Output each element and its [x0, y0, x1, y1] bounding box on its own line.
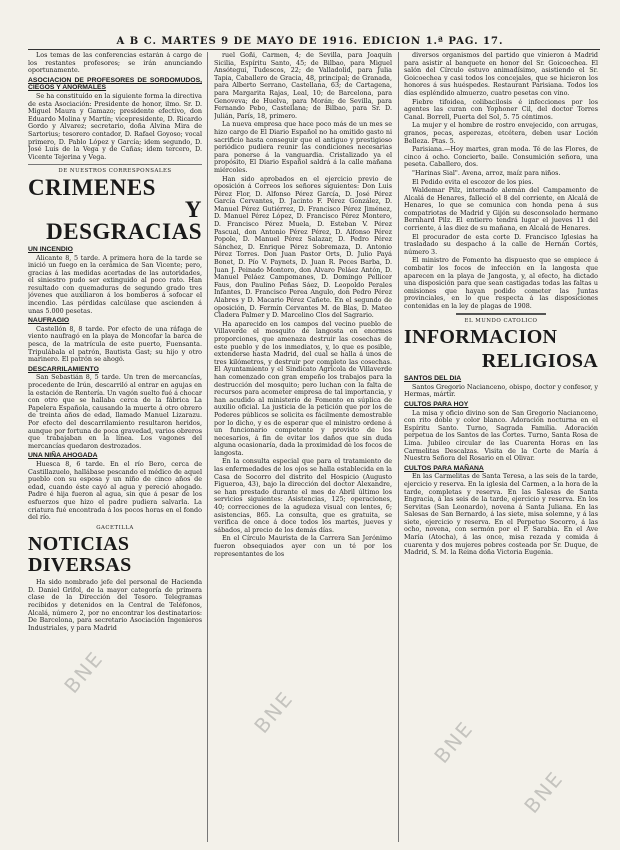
- section-heading: CULTOS PARA MAÑANA: [404, 464, 484, 472]
- section-heading: UN INCENDIO: [28, 245, 73, 253]
- article-text: Waldemar Pilz, internado alemán del Campamento de Alcalá de Henares, falleció el 8 del corriente, en Alcalá de Henares, lo que se comunica con honda pena á sus compatriotas de Madrid y Gijón su desconsolado hermano Bernhard Pilz. El entierro tendrá lugar el jueves 11 del corriente, á las diez de su mañana, en Alcalá de Henares.: [404, 186, 598, 233]
- watermark: BNE: [519, 766, 569, 818]
- advert-text: Parisiana.—Hoy martes, gran moda. Té de las Flores, de cinco á ocho. Concierto, baile. Consumición señora, una peseta. Caballero, dos.: [404, 145, 598, 169]
- section-kicker: DE NUESTROS CORRESPONSALES: [58, 168, 172, 175]
- column-1: [28, 52, 202, 842]
- article-text: El procurador de esta corte D. Francisco Iglesias ha trasladado su despacho á la calle de Hernán Cortés, número 3.: [404, 232, 598, 256]
- divider: [456, 313, 546, 315]
- article-text: La misa y oficio divino son de San Gregorio Nacianceno, con rito doble y color blanco. Adoración nocturna en el Espíritu Santo. Turno, Sagrada Familia. Adoración perpetua de los Santos de las Cortes. Turno, Santa Rosa de Lima. Jubileo circular de las Cuarenta Horas en las Carmelitas Descalzas. Visita de la Corte de María á Nuestra Señora del Rosario en el Olivar.: [404, 408, 598, 463]
- column-divider: [398, 52, 399, 842]
- advert-text: "Harinas Sial". Avena, arroz, maíz para niños.: [412, 168, 561, 177]
- article-text: diversos organismos del partido que vinieron á Madrid para asistir al banquete en honor del Sr. Goicoechea. El salón del Círculo estuvo animadísimo, asistiendo el Sr. Goicoechea y casi todos los concejales, que se hicieron los honores á sus huéspedes. Restaurant Parisiana. Todos los días espléndido almuerzo, cuatro pesetas con vino.: [404, 52, 598, 97]
- article-text: ruel Goñi, Carmen, 4; de Sevilla, para Joaquín Sicilia, Espíritu Santo, 45; de Bilbao, para Miguel Ansótegui, Tudescos, 22; de Valladolid, para Julia Tapia, Caballero de Gracia, 48, principal; de Granada, para Alberto Serrano, Castellana, 63; de Cartagena, para Margarita Rajas, Leal, 10; de Barcelona, para Genoveva; de Huelva, para Morán; de Sevilla, para Fernando Pebo, Castellana; de Bilbao, para Sr. D. Julián, París, 18, primero.: [214, 52, 392, 120]
- article-text: Se ha constituído en la siguiente forma la directiva de esta Asociación: Presidente de honor, ilmo. Sr. D. Miguel Maura y Gamazo; presidente efectivo, don Eduardo Molina y Martín; vicepresidente, D. Ricardo Gordo y Alvarez; secretario, doña Alvina Mira de Sartorius; tesorero contador, D. Rafael Goyoso; vocal primero, D. Pablo López y García; idem segundo, D. José Luis de la Vega y de Cañas; idem tercero, D. Vicente Tejerina y Vega.: [28, 91, 202, 161]
- section-heading: NAUFRAGIO: [28, 317, 70, 325]
- headline-religiosa: RELIGIOSA: [481, 350, 598, 373]
- column-divider: [207, 52, 208, 842]
- article-text: Han sido aprobados en el ejercicio previo de oposición á Correos los señores siguientes: Don Luis Pérez Flor, D. Alfonso Pérez García, D. José Pérez García Cervantes, D. Jacinto F. Pérez González, D. Manuel Pérez Gutiérrez, D. Francisco Pérez Jiménez, D. Manuel Pérez López, D. Francisco Pérez Montero, D. Francisco Pérez Muela, D. Esteban V. Pérez Pascual, don Antonio Pérez Pérez, D. Alfonso Pérez Popole, D. Manuel Pérez Salazar, D. Pedro Pérez Sánchez, D. Enrique Pérez Sobremaza, D. Antonio Pérez Torres. Don Juan Pastor Orts, D. Julio Payá Bonet, D. Pío V. Paynets, D. Juan R. Peces Barba, D. Juan J. Peinado Montoro, don Alvaro Peláez Antón, D. Manuel Peláez Campomanes, D. Domingo Pellicer Faus, don Paulino Peñas Sáez, D. Leopoldo Perales Infantes, D. Francisco Perea Angulo, don Pedro Pérez Alabres y D. Macario Pérez Cañete. En el segundo de oposición, D. Fermín Cervantes M. de Blas, D. Mateo Cladera Palmer y D. Marcelino Clos del Sagrario.: [214, 174, 392, 320]
- headline-crimenes: [28, 174, 202, 244]
- headline-informacion: INFORMACION: [404, 326, 558, 349]
- article-text: San Sebastián 8, 5 tarde. Un tren de mercancías, procedente de Irún, descarriló al entrar en agujas en la estación de Rentería. Un vagón suelto fué á chocar con otro que se hallaba cerca de la fábrica La Papelera Española, causando la muerte á otro obrero de treinta años de edad, llamado Manuel Lizarazu. Por efecto del descarrilamiento resultaron heridos, aunque por fortuna de poca gravedad, varios obreros que trabajaban en la línea. Los vagones del mercancías quedaron destrozados.: [28, 373, 202, 450]
- article-text: En las Carmelitas de Santa Teresa, a las seis de la tarde, ejercicio y reserva. En la iglesia del Carmen, a la hora de la tarde, completas y reserva. En las Salesas de Santa Engracia, á las seis de la tarde, ejercicio y reserva. En los Servitas (San Leonardo), novena á Santa Juliana. En las Salesas de San Bernardo, á las siete, misa solemne, y á las siete, ejercicio y reserva. En el Perpetuo Socorro, á las ocho, novena, con sermón por el P. Sarabia. En el Ave María (Atocha), á las once, misa rezada y comida á cuarenta y dos mujeres pobres costeada por Sr. Duque, de Madrid, S. M. la Reina doña Victoria Eugenia.: [404, 472, 598, 557]
- headline-line: Y DESGRACIAS: [46, 196, 202, 244]
- headline-noticias: NOTICIAS DIVERSAS: [28, 533, 132, 577]
- article-text: El ministro de Fomento ha dispuesto que se empiece á combatir los focos de infección en la langosta que aparecen en la playa de Jangosta, y, al efecto, ha dictado una disposición para que sean castigadas todas las faltas u omisiones que hayan podido cometer las Juntas provinciales, en lo que respecta á las disposiciones contenidas en la ley de plagas de 1908.: [404, 256, 598, 310]
- column-3: [404, 52, 598, 842]
- article-text: Huesca 8, 6 tarde. En el río Bero, cerca de Castillazuelo, hallábase pescando el médico de aquel pueblo con su esposa y un niño de cinco años de edad, cuando éste cayó al agua y pereció ahogado. Padre é hija fueron al agua, sin que á pesar de los esfuerzos que hizo el padre pudiera salvarla. La criatura fué encontrada á los pocos horas en el fondo del río.: [28, 459, 202, 522]
- section-kicker: GACETILLA: [96, 524, 134, 531]
- advert-text: El Pedido evita el escozor de los pies.: [412, 177, 534, 186]
- watermark: BNE: [429, 716, 479, 768]
- article-text: En el Círculo Maurista de la Carrera San Jerónimo fueron obsequiados ayer con un té por los representantes de los: [214, 534, 392, 558]
- section-heading: SANTOS DEL DIA: [404, 375, 462, 383]
- advert-text: La mujer y el hombre de rostro envejecido, con arrugas, granos, pecas, asperezas, etcétera, deben usar Loción Belleza. Ptas. 5.: [404, 121, 598, 145]
- advert-text: Fiebre tifoidea, colibacilosis é infecciones por los agentes las curan con Yophoner Cil, del doctor Torres Canal. Borrell, Puerta del Sol, 5. 75 céntimos.: [404, 97, 598, 121]
- article-text: Los temas de las conferencias estarán á cargo de los restantes profesores; se irán anunciando oportunamente.: [28, 52, 202, 75]
- watermark: BNE: [249, 686, 299, 738]
- article-text: Ha sido nombrado jefe del personal de Hacienda D. Daniel Grifol, de la mayor categoría de primera clase de la Dirección del Tesoro. Telegramas recibidos y detenidos en la Central de Teléfonos, Alcalá, número 2, por no encontrar los destinatarios: De Barcelona, para secretario Asociación Ingenieros Industriales, y para Madrid: [28, 578, 202, 632]
- section-kicker: EL MUNDO CATOLICO: [464, 317, 538, 324]
- article-text: La nueva empresa que hace poco más de un mes se hizo cargo de El Diario Español no ha omitido gasto ni sacrificio hasta conseguir que el antiguo y prestigioso periódico pudiera reunir las condiciones necesarias para ponerse á la vanguardia. Cristalizado ya el propósito, El Diario Español saldrá á la calle mañana miércoles.: [214, 120, 392, 174]
- article-text: En la consulta especial que para el tratamiento de las enfermedades de los ojos se halla establecida en la Casa de Socorro del distrito del Hospicio (Augusto Figueroa, 43), bajo la dirección del doctor Alexandre, se han prestado durante el mes de Abril último los servicios siguientes: Asistencias, 125; operaciones, 40; correcciones de la agudeza visual con lentes, 6; asistencias, 865. La consulta, que es gratuita, se verifica de once á doce todos los martes, jueves y sábados, al precio de los demás días.: [214, 457, 392, 534]
- article-text: Alicante 8, 5 tarde. A primera hora de la tarde se inició un fuego en la cerámica de San Vicente; pero, gracias á las medidas acertadas de las autoridades, el siniestro pudo ser extinguido al poco rato. Han resultado con quemaduras de segundo grado tres jóvenes que auxiliaron á los bomberos á sofocar el incendio. Las pérdidas calcúlase que ascienden á unas 5.000 pesetas.: [28, 253, 202, 315]
- header-rule: [28, 49, 600, 50]
- article-text: Santos Gregorio Nacianceno, obispo, doctor y confesor, y Hermas, mártir.: [404, 382, 598, 399]
- article-text: Ha aparecido en los campos del vecino pueblo de Villaverde el mosquito de langosta en enormes proporciones, que amenaza destruir las cosechas de este pueblo y de los inmediatos, y, lo que es posible, extenderse hasta Madrid, del cual se halla á unos de tres kilómetros, y destruir por completo las cosechas. El Ayuntamiento y el Sindicato Agrícola de Villaverde han comenzado con gran empeño los trabajos para la destrucción del mosquito; pero luchan con la falta de recursos para acometer empresa de tal importancia, y han acudido al ministerio de Fomento en súplica de auxilio oficial. La justicia de la petición que por los de Poderes públicos se solicita es fácilmente demostrable por lo dicho, y es de esperar que el ministro ordene á un funcionario competente y provisto de los necesarios, á fin de evitar los daños que sin duda alguna ocasionaría, dada la proximidad de los focos de langosta.: [214, 319, 392, 457]
- section-heading: UNA NIÑA AHOGADA: [28, 452, 98, 460]
- article-text: Castellón 8, 8 tarde. Por efecto de una ráfaga de viento naufragó en la playa de Moncofar la barca de pesca, de la matrícula de este puerto, Fuensanta. Tripulábala el patrón, Bautista Gast; su hijo y otro marinero. El patrón se ahogó.: [28, 324, 202, 364]
- section-heading: DESCARRILAMIENTO: [28, 365, 99, 373]
- page-header: A B C. MARTES 9 DE MAYO DE 1916. EDICION 1.ª PAG. 17.: [116, 36, 504, 47]
- headline-line: CRIMENES: [28, 174, 156, 200]
- section-heading: CULTOS PARA HOY: [404, 400, 469, 408]
- section-heading: ASOCIACION DE PROFESORES DE SORDOMUDOS, CIEGOS Y ANORMALES: [28, 76, 202, 92]
- column-2: [214, 52, 392, 842]
- watermark: BNE: [59, 646, 109, 698]
- divider: [28, 164, 202, 165]
